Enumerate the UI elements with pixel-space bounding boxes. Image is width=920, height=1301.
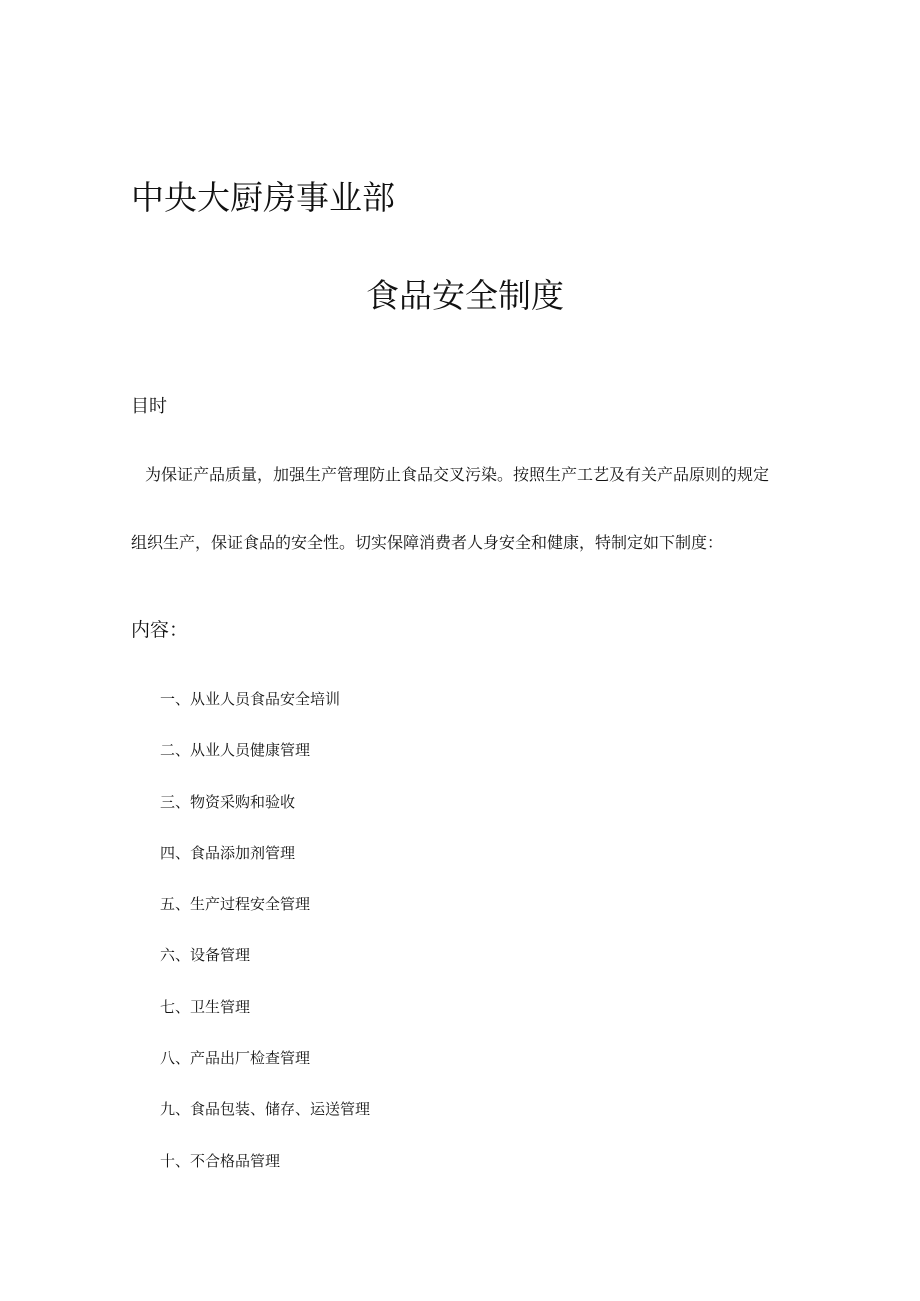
document-title: 食品安全制度 bbox=[366, 276, 564, 315]
department-name: 中央大厨房事业部 bbox=[131, 178, 395, 217]
purpose-heading: 目时 bbox=[131, 396, 167, 417]
contents-item-4: 四、食品添加剂管理 bbox=[160, 843, 296, 862]
contents-item-6: 六、设备管理 bbox=[160, 946, 251, 965]
contents-item-1: 一、从业人员食品安全培训 bbox=[160, 690, 341, 708]
contents-item-3: 三、物资采购和验收 bbox=[160, 792, 296, 811]
purpose-paragraph-line-1: 为保证产品质量，加强生产管理防止食品交叉污染。按照生产工艺及有关产品原则的规定 bbox=[145, 465, 770, 484]
contents-item-10: 十、不合格品管理 bbox=[160, 1151, 281, 1170]
contents-item-2: 二、从业人员健康管理 bbox=[160, 741, 311, 760]
contents-item-8: 八、产品出厂检查管理 bbox=[160, 1049, 311, 1068]
contents-item-5: 五、生产过程安全管理 bbox=[160, 895, 311, 914]
contents-item-7: 七、卫生管理 bbox=[160, 997, 251, 1016]
purpose-paragraph-line-2: 组织生产，保证食品的安全性。切实保障消费者人身安全和健康，特制定如下制度： bbox=[131, 533, 724, 552]
contents-item-9: 九、食品包装、储存、运送管理 bbox=[160, 1100, 371, 1119]
contents-list bbox=[160, 687, 370, 1200]
contents-heading: 内容： bbox=[131, 619, 189, 641]
